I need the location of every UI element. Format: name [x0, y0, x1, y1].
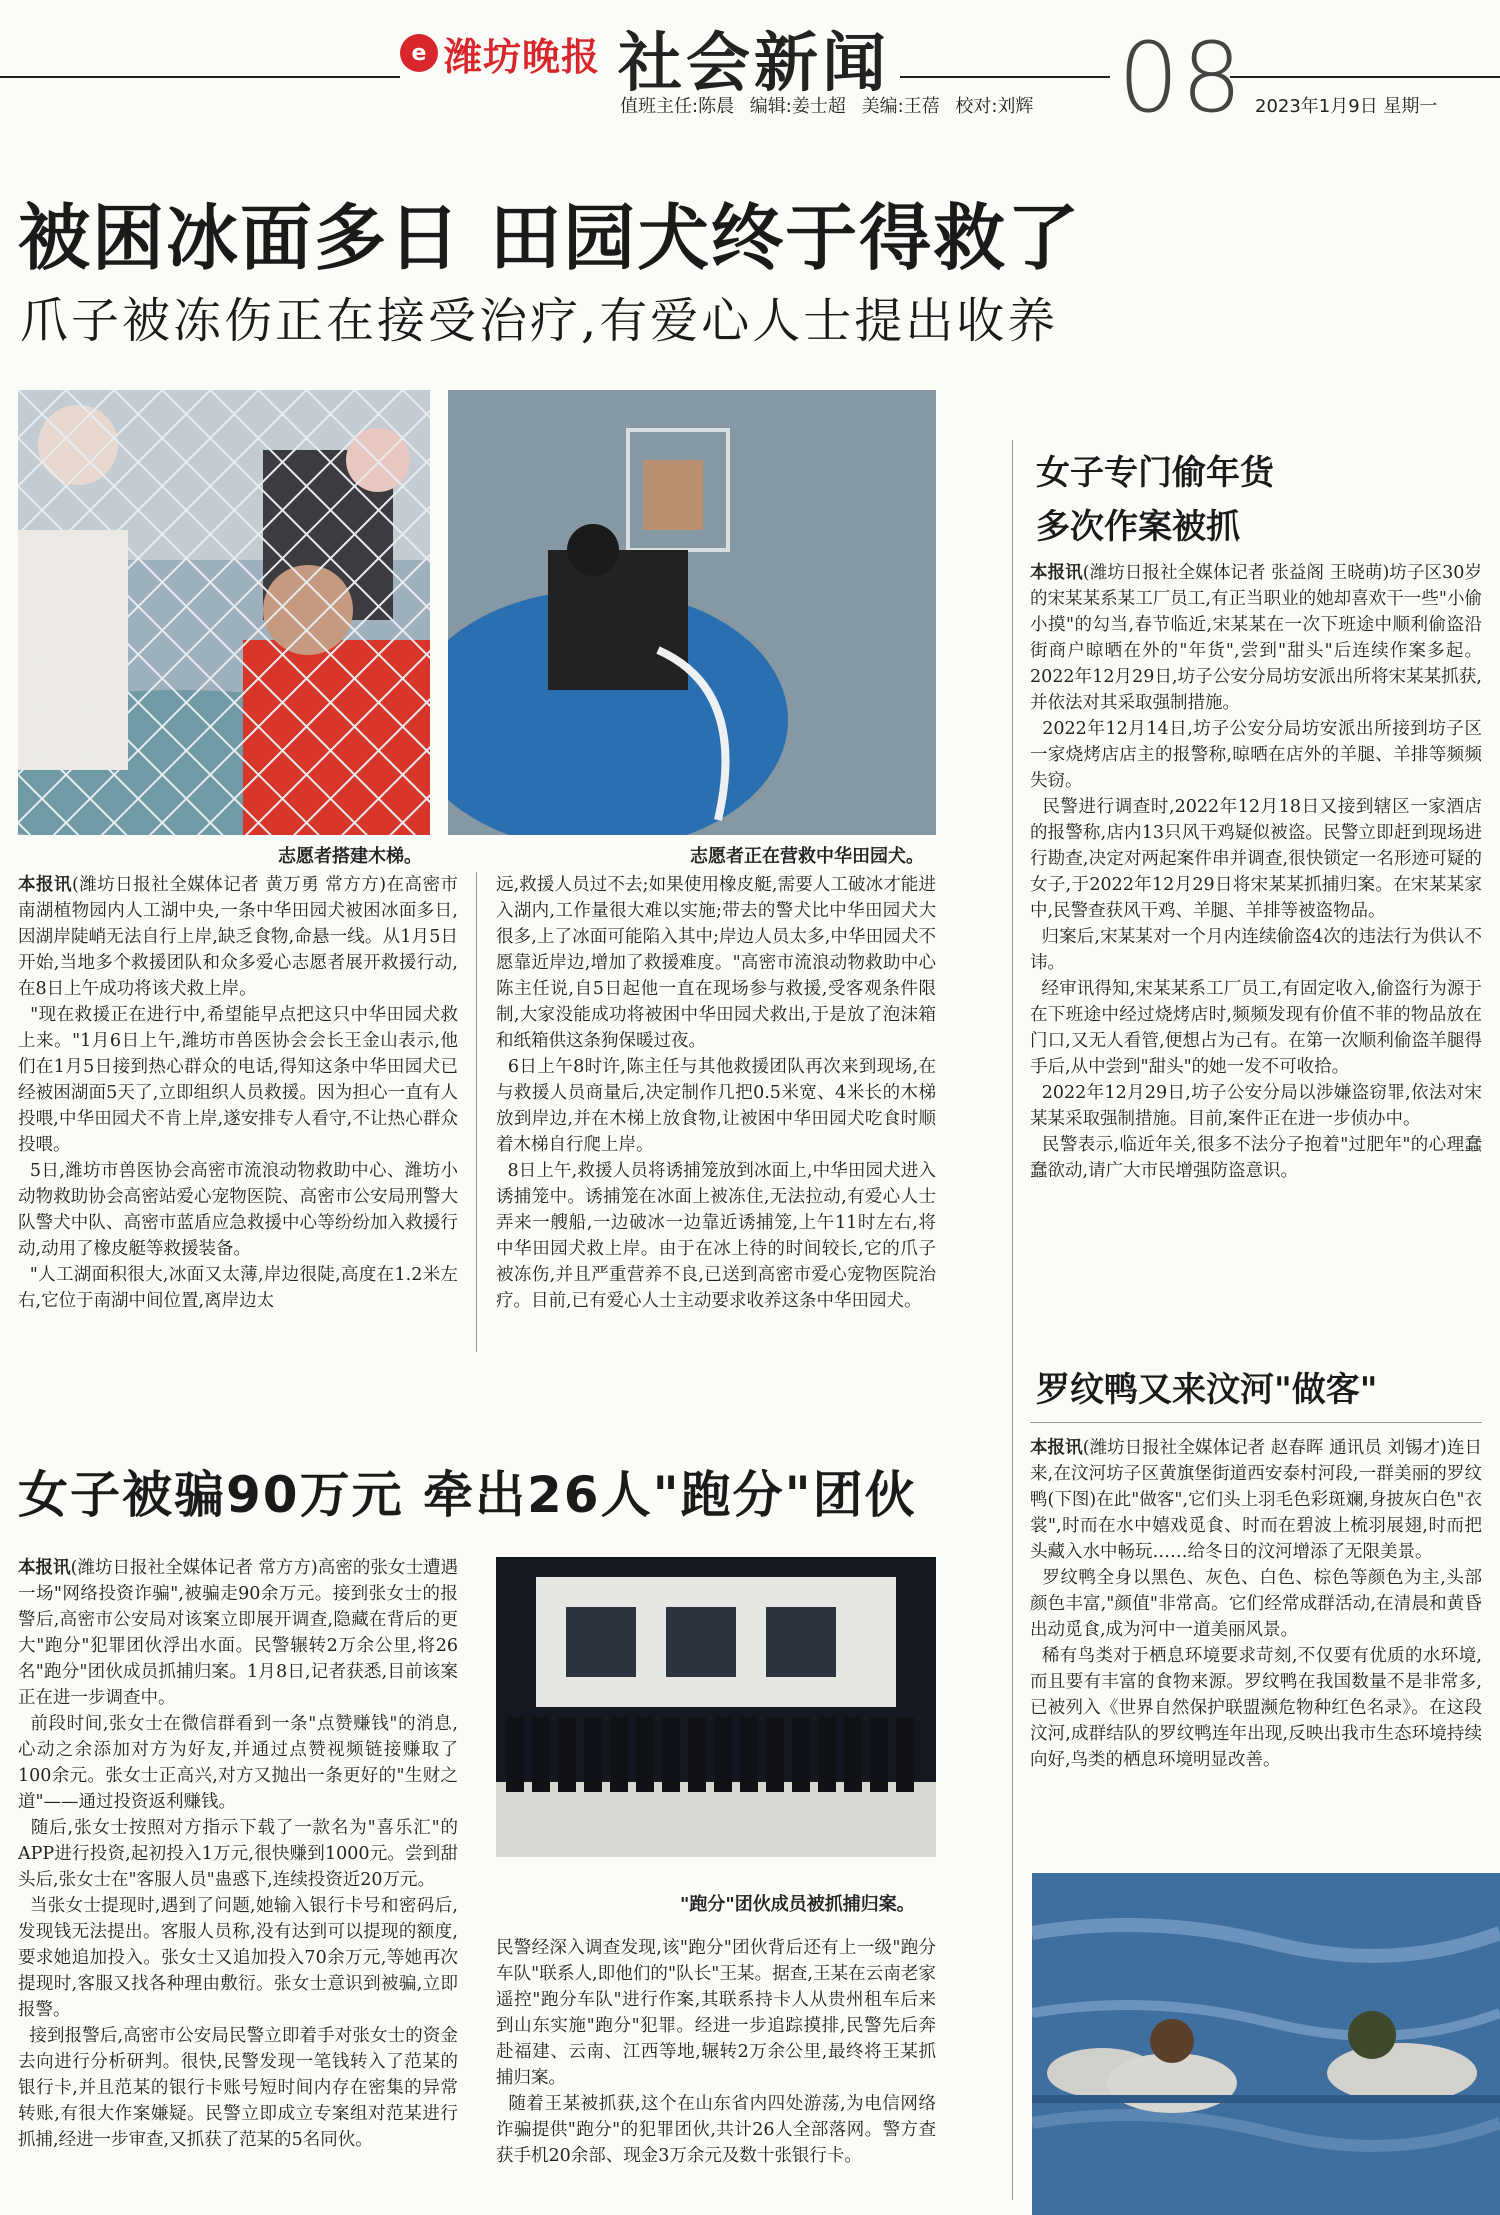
main-story-column-2: 远,救援人员过不去;如果使用橡皮艇,需要人工破冰才能进入湖内,工作量很大难以实施;带去的警犬比中华田园犬大很多,上了冰面可能陷入其中;岸边人员太多,中华田园犬不愿靠近岸边,增加了救援难度。"高密市流浪动物救助中心陈主任说,自5日起他一直在现场参与救援,受客观条件限制,大家没能成功将被困中华田园犬救出,于是放了泡沫箱和纸箱供这条狗保暖过夜。 6日上午8时许,陈主任与其他救援团队再次来到现场,在与救援人员商量后,决定制作几把0.5米宽、4米长的木梯放到岸边,并在木梯上放食物,让被困中华田园犬吃食时顺着木梯自行爬上岸。 8日上午,救援人员将诱捕笼放到冰面上,中华田园犬进入诱捕笼中。诱捕笼在冰面上被冻住,无法拉动,有爱心人士弄来一艘船,一边破冰一边靠近诱捕笼,上午11时左右,将中华田园犬救上岸。由于在冰上待的时间较长,它的爪子被冻伤,并且严重营养不良,已送到高密市爱心宠物医院治疗。目前,已有爱心人士主动要求收养这条中华田园犬。 [496, 875, 936, 1311]
main-story-text-1: (潍坊日报社全媒体记者 黄万勇 常方方)在高密市南湖植物园内人工湖中央,一条中华田园犬被困冰面多日,因湖岸陡峭无法自行上岸,缺乏食物,命悬一线。从1月5日开始,当地多个救援团队和众多爱心志愿者展开救援行动,在8日上午成功将该犬救上岸。 "现在救援正在进行中,希望能早点把这只中华田园犬救上来。"1月6日上午,潍坊市兽医协会会长王金山表示,他们在1月5日接到热心群众的电话,得知这条中华田园犬已经被困湖面5天了,立即组织人员救援。因为担心一直有人投喂,中华田园犬不肯上岸,遂安排专人看守,不让热心群众投喂。 5日,潍坊市兽医协会高密市流浪动物救助中心、潍坊小动物救助协会高密站爱心宠物医院、高密市公安局刑警大队警犬中队、高密市蓝盾应急救援中心等纷纷加入救援行动,动用了橡皮艇等救援装备。 "人工湖面积很大,冰面又太薄,岸边很陡,高度在1.2米左右,它位于南湖中间位置,离岸边太 [18, 875, 458, 1311]
side-story-2-lead: 本报讯 [1030, 1438, 1083, 1458]
staff-line: 值班主任:陈晨 编辑:姜士超 美编:王蓓 校对:刘辉 [620, 96, 1034, 117]
side-story-1-headline-line1: 女子专门偷年货 [1036, 453, 1274, 493]
caption-gang-arrested: "跑分"团伙成员被抓捕归案。 [680, 1894, 915, 1915]
photo-falcated-ducks [1032, 1873, 1500, 2215]
newspaper-logo-icon: e [400, 34, 438, 72]
story-3-lead: 本报讯 [18, 1558, 71, 1578]
photo-gang-arrested-image [496, 1557, 936, 1857]
main-story-lead: 本报讯 [18, 875, 72, 895]
story-3-column-2: 民警经深入调查发现,该"跑分"团伙背后还有上一级"跑分车队"联系人,即他们的"队长"王某。据查,王某在云南老家遥控"跑分车队"进行作案,其联系持卡人从贵州租车后来到山东实施"跑分"犯罪。经进一步追踪摸排,民警先后奔赴福建、云南、江西等地,辗转2万余公里,最终将王某抓捕归案。 随着王某被抓获,这个在山东省内四处游荡,为电信网络诈骗提供"跑分"的犯罪团伙,共计26人全部落网。警方查获手机20余部、现金3万余元及数十张银行卡。 [496, 1938, 936, 2166]
masthead-rule-left [0, 76, 400, 78]
caption-volunteers-ladder: 志愿者搭建木梯。 [278, 846, 422, 867]
section-title: 社会新闻 [618, 27, 890, 101]
story-3-text-1: (潍坊日报社全媒体记者 常方方)高密的张女士遭遇一场"网络投资诈骗",被骗走90余万元。接到张女士的报警后,高密市公安局对该案立即展开调查,隐藏在背后的更大"跑分"犯罪团伙浮出水面。民警辗转2万余公里,将26名"跑分"团伙成员抓捕归案。1月8日,记者获悉,目前该案正在进一步调查中。 前段时间,张女士在微信群看到一条"点赞赚钱"的消息,心动之余添加对方为好友,并通过点赞视频链接赚取了100余元。张女士正高兴,对方又抛出一条更好的"生财之道"——通过投资返利赚钱。 随后,张女士按照对方指示下载了一款名为"喜乐汇"的APP进行投资,起初投入1万元,很快赚到1000元。尝到甜头后,张女士在"客服人员"蛊惑下,连续投资近20万元。 当张女士提现时,遇到了问题,她输入银行卡号和密码后,发现钱无法提出。客服人员称,没有达到可以提现的额度,要求她追加投入。张女士又追加投入70余万元,等她再次提现时,客服又找各种理由敷衍。张女士意识到被骗,立即报警。 接到报警后,高密市公安局民警立即着手对张女士的资金去向进行分析研判。很快,民警发现一笔钱转入了范某的银行卡,并且范某的银行卡账号短时间内存在密集的异常转账,有很大作案嫌疑。民警立即成立专案组对范某进行抓捕,经进一步审查,又抓获了范某的5名同伙。 [18, 1558, 458, 2150]
side-story-2-text: (潍坊日报社全媒体记者 赵春晖 通讯员 刘锡才)连日来,在汶河坊子区黄旗堡街道西安泰村河段,一群美丽的罗纹鸭(下图)在此"做客",它们头上羽毛色彩斑斓,身披灰白色"衣裳",时而在水中嬉戏觅食、时而在碧波上梳羽展翅,时而把头藏入水中畅玩……给冬日的汶河增添了无限美景。 罗纹鸭全身以黑色、灰色、白色、棕色等颜色为主,头部颜色丰富,"颜值"非常高。它们经常成群活动,在清晨和黄昏出动觅食,成为河中一道美丽风景。 稀有鸟类对于栖息环境要求苛刻,不仅要有优质的水环境,而且要有丰富的食物来源。罗纹鸭在我国数量不是非常多,已被列入《世界自然保护联盟濒危物种红色名录》。在这段汶河,成群结队的罗纹鸭连年出现,反映出我市生态环境持续向好,鸟类的栖息环境明显改善。 [1030, 1438, 1482, 1770]
story-3-headline: 女子被骗90万元 牵出26人"跑分"团伙 [18, 1466, 917, 1524]
newspaper-name: 潍坊晚报 [444, 34, 601, 79]
side-story-1-headline-line2: 多次作案被抓 [1036, 507, 1240, 547]
photo-rescue-boat-image [448, 390, 936, 835]
caption-rescue-boat: 志愿者正在营救中华田园犬。 [690, 846, 924, 867]
page-number: 08 [1118, 22, 1245, 134]
side-column-divider [1012, 440, 1013, 2200]
photo-falcated-ducks-image [1032, 1873, 1500, 2215]
side-story-2-rule [1030, 1422, 1482, 1423]
story-3-column-1 [18, 1555, 458, 2215]
masthead-logo [400, 28, 610, 78]
photo-volunteers-ladder-image [18, 390, 430, 835]
main-headline: 被困冰面多日 田园犬终于得救了 [18, 196, 1082, 280]
column-divider [476, 872, 477, 1352]
main-story-column-1 [18, 872, 458, 1352]
photo-volunteers-ladder [18, 390, 430, 835]
masthead-rule-mid [900, 76, 1110, 78]
masthead-rule-right [1230, 76, 1500, 78]
side-story-2-body [1030, 1435, 1482, 1845]
issue-date: 2023年1月9日 星期一 [1255, 96, 1438, 117]
side-story-2-headline: 罗纹鸭又来汶河"做客" [1036, 1370, 1378, 1410]
side-story-1-body [1030, 560, 1482, 1285]
main-subheadline: 爪子被冻伤正在接受治疗,有爱心人士提出收养 [20, 293, 1059, 349]
side-story-1-text: (潍坊日报社全媒体记者 张益阁 王晓萌)坊子区30岁的宋某某系某工厂员工,有正当职业的她却喜欢干一些"小偷小摸"的勾当,春节临近,宋某某在一次下班途中顺利偷盗沿街商户晾晒在外的"年货",尝到"甜头"后连续作案多起。2022年12月29日,坊子公安分局坊安派出所将宋某某抓获,并依法对其采取强制措施。 2022年12月14日,坊子公安分局坊安派出所接到坊子区一家烧烤店店主的报警称,晾晒在店外的羊腿、羊排等频频失窃。 民警进行调查时,2022年12月18日又接到辖区一家酒店的报警称,店内13只风干鸡疑似被盗。民警立即赶到现场进行勘查,决定对两起案件串并调查,很快锁定一名形迹可疑的女子,于2022年12月29日将宋某某抓捕归案。在宋某某家中,民警查获风干鸡、羊腿、羊排等被盗物品。 归案后,宋某某对一个月内连续偷盗4次的违法行为供认不讳。 经审讯得知,宋某某系工厂员工,有固定收入,偷盗行为源于在下班途中经过烧烤店时,频频发现有价值不菲的物品放在门口,又无人看管,便想占为己有。在第一次顺利偷盗羊腿得手后,从中尝到"甜头"的她一发不可收拾。 2022年12月29日,坊子公安分局以涉嫌盗窃罪,依法对宋某某采取强制措施。目前,案件正在进一步侦办中。 民警表示,临近年关,很多不法分子抱着"过肥年"的心理蠢蠢欲动,请广大市民增强防盗意识。 [1030, 563, 1482, 1181]
side-story-1-lead: 本报讯 [1030, 563, 1083, 583]
photo-gang-arrested [496, 1557, 936, 1857]
photo-rescue-boat [448, 390, 936, 835]
